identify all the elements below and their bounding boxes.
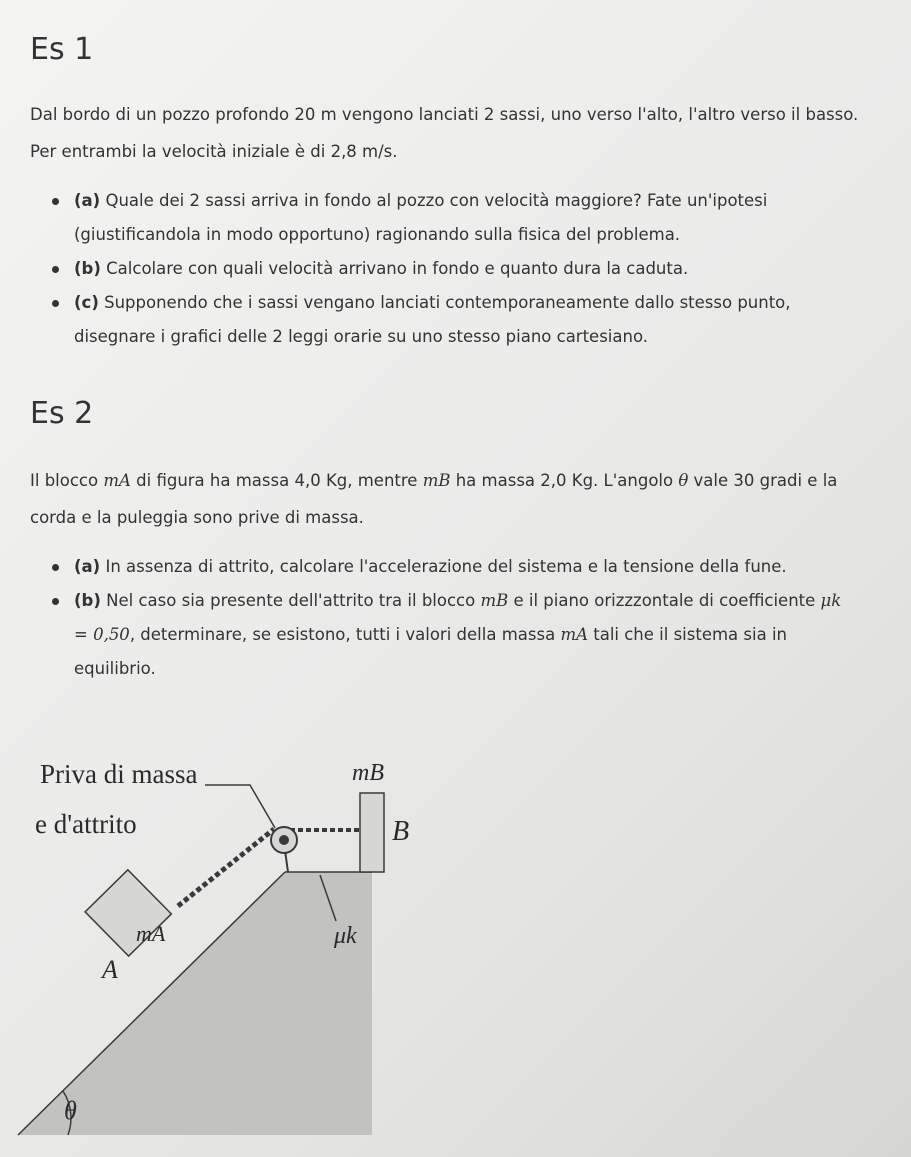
theta-symbol: θ bbox=[678, 471, 689, 490]
exercise-1-question-b bbox=[48, 252, 853, 286]
friction-coefficient: μk = 0,50 bbox=[74, 591, 842, 644]
question-tag: (b) bbox=[74, 259, 101, 278]
mass-a-symbol: mA bbox=[103, 471, 131, 490]
question-text: Quale dei 2 sassi arriva in fondo al pozzo con velocità maggiore? Fate un'ipotesi (giustificandola in modo opportuno) ragionando sulla fisica del problema. bbox=[74, 191, 768, 244]
question-tag: (a) bbox=[74, 557, 101, 576]
exercise-1-question-c bbox=[48, 286, 853, 354]
question-tag: (c) bbox=[74, 293, 99, 312]
mass-b-symbol: mB bbox=[480, 591, 509, 610]
question-text: Calcolare con quali velocità arrivano in fondo e quanto dura la caduta. bbox=[106, 259, 689, 278]
question-text: tali che il sistema sia in equilibrio. bbox=[74, 625, 787, 678]
exercise-2-title: Es 2 bbox=[30, 396, 94, 431]
mu-k-label: μk bbox=[334, 923, 357, 949]
mass-a-label: mA bbox=[136, 921, 166, 946]
theta-label: θ bbox=[64, 1096, 77, 1125]
mass-a-symbol: mA bbox=[560, 625, 588, 644]
exercise-2-question-a bbox=[48, 550, 853, 584]
question-tag: (a) bbox=[74, 191, 101, 210]
pulley-label-line2: e d'attrito bbox=[35, 809, 137, 839]
incline-pulley-diagram bbox=[0, 745, 420, 1140]
statement-part: di figura ha massa 4,0 Kg, mentre bbox=[130, 471, 423, 490]
statement-part: Il blocco bbox=[30, 471, 104, 490]
statement-part: vale 30 gradi e la corda e la puleggia sono prive di massa. bbox=[30, 471, 838, 527]
question-text: , determinare, se esistono, tutti i valori della massa bbox=[129, 625, 561, 644]
exercise-1-title: Es 1 bbox=[30, 32, 94, 67]
block-b-label: B bbox=[392, 816, 410, 847]
mass-b-label: mB bbox=[352, 760, 384, 786]
exercise-1-question-a bbox=[48, 184, 853, 252]
question-text: In assenza di attrito, calcolare l'accelerazione del sistema e la tensione della fune. bbox=[105, 557, 787, 576]
exercise-2-question-b bbox=[48, 584, 853, 686]
mass-b-symbol: mB bbox=[422, 471, 451, 490]
question-text: Supponendo che i sassi vengano lanciati contemporaneamente dallo stesso punto, disegnare i grafici delle 2 leggi orarie su uno stesso piano cartesiano. bbox=[74, 293, 791, 346]
rope-incline bbox=[178, 829, 274, 906]
block-b bbox=[360, 793, 384, 872]
statement-part: ha massa 2,0 Kg. L'angolo bbox=[450, 471, 679, 490]
exercise-1-questions bbox=[48, 184, 853, 354]
exercise-1-statement: Dal bordo di un pozzo profondo 20 m vengono lanciati 2 sassi, uno verso l'alto, l'altro verso il basso. Per entrambi la velocità iniziale è di 2,8 m/s. bbox=[30, 105, 859, 161]
pulley-label-line1: Priva di massa bbox=[40, 759, 198, 789]
question-tag: (b) bbox=[74, 591, 101, 610]
block-a-label: A bbox=[102, 955, 118, 984]
question-text: Nel caso sia presente dell'attrito tra il blocco bbox=[106, 591, 481, 610]
exercise-2-statement bbox=[30, 462, 860, 536]
pulley-leader-line bbox=[205, 785, 275, 828]
exercise-2-questions bbox=[48, 550, 853, 686]
pulley-axle bbox=[279, 835, 289, 845]
question-text: e il piano orizzzontale di coefficiente bbox=[508, 591, 821, 610]
